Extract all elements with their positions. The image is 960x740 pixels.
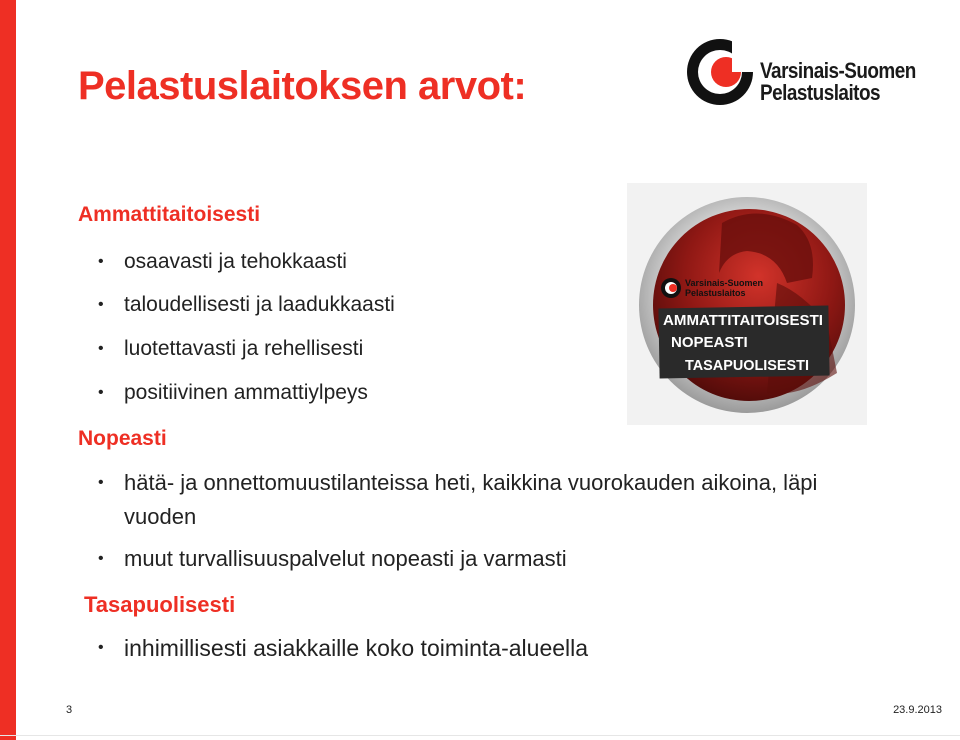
badge-org-line-2: Pelastuslaitos — [685, 288, 746, 298]
logo-mark-icon — [684, 34, 760, 110]
section-heading-ammattitaitoisesti: Ammattitaitoisesti — [78, 203, 261, 226]
list-item: • luotettavasti ja rehellisesti — [98, 333, 544, 365]
list-item: • hätä- ja onnettomuustilanteissa heti, kaikkina vuorokauden aikoina, läpi vuoden — [98, 466, 864, 534]
bullet-icon: • — [98, 639, 104, 656]
values-badge-image — [627, 183, 867, 425]
bullet-icon: • — [98, 474, 104, 491]
section-heading-tasapuolisesti: Tasapuolisesti — [84, 592, 236, 617]
logo-line-1: Varsinais-Suomen — [760, 58, 916, 83]
section-heading-nopeasti: Nopeasti — [78, 427, 167, 450]
badge-org-line-1: Varsinais-Suomen — [685, 278, 764, 288]
list-item: • muut turvallisuuspalvelut nopeasti ja varmasti — [98, 543, 864, 575]
bullet-icon: • — [98, 340, 104, 357]
list-item: • inhimillisesti asiakkaille koko toiminta-alueella — [98, 632, 864, 664]
bullet-icon: • — [98, 384, 104, 401]
badge-line-3: TASAPUOLISESTI — [685, 357, 809, 374]
logo-line-2: Pelastuslaitos — [760, 80, 881, 105]
organization-logo — [684, 34, 960, 110]
bullet-icon: • — [98, 296, 104, 313]
badge-line-2: NOPEASTI — [671, 334, 748, 351]
logo-wordmark — [760, 60, 916, 104]
slide-title: Pelastuslaitoksen arvot: — [78, 64, 527, 108]
slide-date: 23.9.2013 — [893, 704, 942, 716]
footer-divider — [0, 735, 960, 736]
bullet-icon: • — [98, 550, 104, 567]
badge-line-1: AMMATTITAITOISESTI — [663, 312, 823, 329]
left-accent-bar — [0, 0, 16, 740]
list-item: • osaavasti ja tehokkaasti — [98, 246, 544, 278]
list-item: • taloudellisesti ja laadukkaasti — [98, 289, 544, 321]
page-number: 3 — [66, 704, 73, 716]
list-item: • positiivinen ammattiylpeys — [98, 377, 544, 409]
bullet-icon: • — [98, 253, 104, 270]
